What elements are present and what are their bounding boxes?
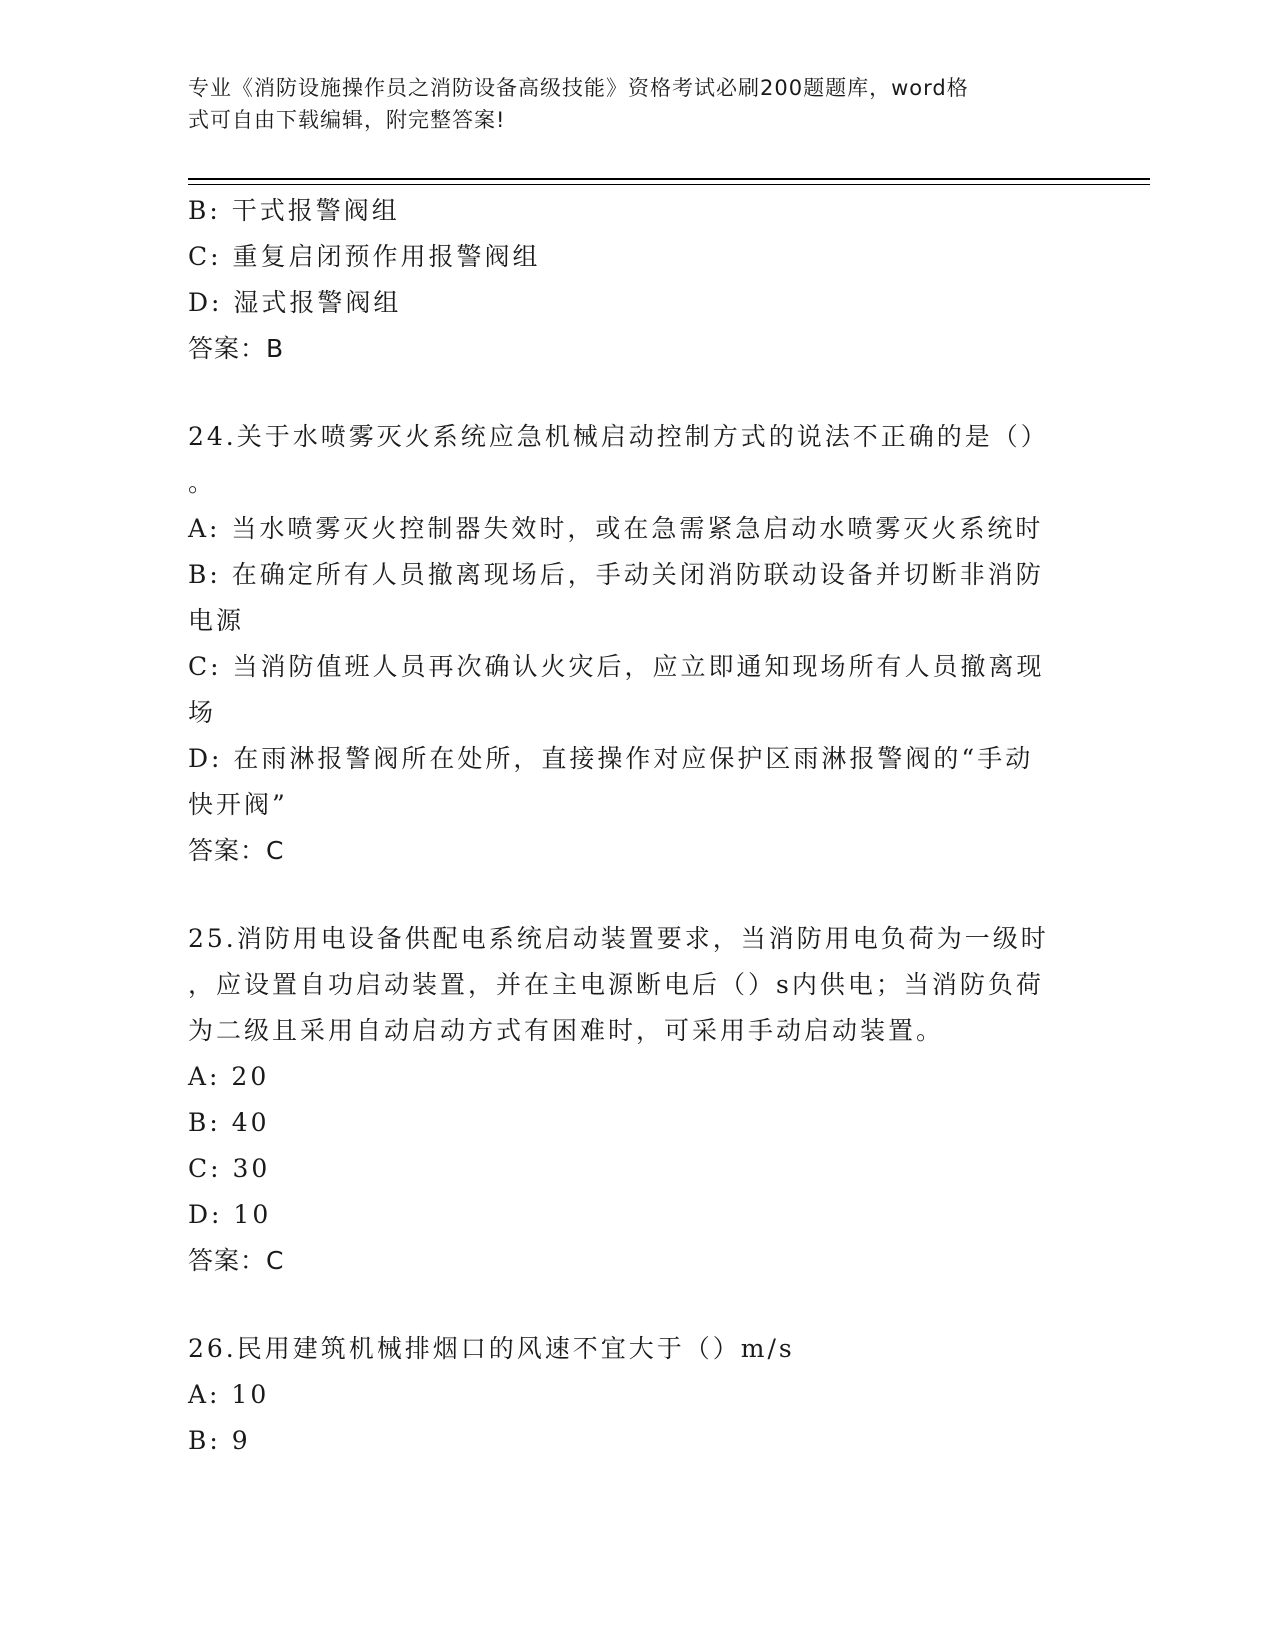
option-c: C: 当消防值班人员再次确认火灾后，应立即通知现场所有人员撤离现 xyxy=(188,652,1045,681)
answer: 答案：B xyxy=(188,334,285,363)
option-d: D: 在雨淋报警阀所在处所，直接操作对应保护区雨淋报警阀的“手动 xyxy=(188,744,1034,773)
option-b-continued: 电源 xyxy=(188,606,245,635)
document-header xyxy=(188,72,1068,136)
question-26 xyxy=(188,1326,1078,1464)
header-divider-thick xyxy=(188,178,1150,180)
option-b: B: 干式报警阀组 xyxy=(188,196,400,225)
option-b: B: 9 xyxy=(188,1426,251,1455)
option-c-continued: 场 xyxy=(188,698,217,727)
question-stem-continued: 为二级且采用自动启动方式有困难时，可采用手动启动装置。 xyxy=(188,1016,945,1045)
question-stem-continued: ，应设置自功启动装置，并在主电源断电后（）s内供电；当消防负荷 xyxy=(188,970,1044,999)
option-a: A: 10 xyxy=(188,1380,270,1409)
header-line-2: 式可自由下载编辑，附完整答案! xyxy=(188,108,506,132)
question-25 xyxy=(188,916,1078,1284)
answer: 答案：C xyxy=(188,836,285,865)
previous-question-block xyxy=(188,188,1078,372)
option-c: C: 重复启闭预作用报警阀组 xyxy=(188,242,541,271)
option-b: B: 40 xyxy=(188,1108,270,1137)
question-stem: 26.民用建筑机械排烟口的风速不宜大于（）m/s xyxy=(188,1334,795,1363)
header-divider-thin xyxy=(188,184,1150,185)
option-d: D: 湿式报警阀组 xyxy=(188,288,402,317)
question-stem: 24.关于水喷雾灭火系统应急机械启动控制方式的说法不正确的是（） xyxy=(188,422,1049,451)
question-stem-continued: 。 xyxy=(188,468,217,497)
option-b: B: 在确定所有人员撤离现场后，手动关闭消防联动设备并切断非消防 xyxy=(188,560,1044,589)
option-c: C: 30 xyxy=(188,1154,271,1183)
header-line-1: 专业《消防设施操作员之消防设备高级技能》资格考试必刷200题题库，word格 xyxy=(188,76,969,100)
question-stem: 25.消防用电设备供配电系统启动装置要求，当消防用电负荷为一级时 xyxy=(188,924,1049,953)
question-24 xyxy=(188,414,1078,874)
option-a: A: 当水喷雾灭火控制器失效时，或在急需紧急启动水喷雾灭火系统时 xyxy=(188,514,1044,543)
option-a: A: 20 xyxy=(188,1062,270,1091)
option-d-continued: 快开阀” xyxy=(188,790,288,819)
option-d: D: 10 xyxy=(188,1200,272,1229)
question-content xyxy=(188,188,1078,1464)
answer: 答案：C xyxy=(188,1246,285,1275)
